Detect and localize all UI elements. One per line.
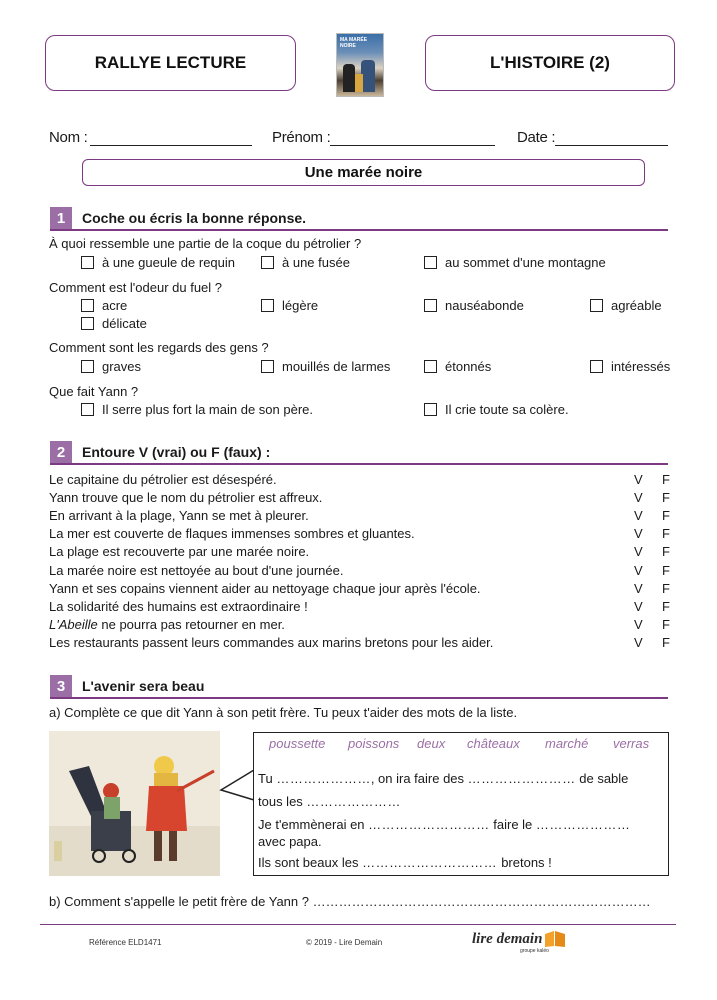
statement-row	[49, 617, 669, 635]
option-checkbox[interactable]: intéressés	[590, 359, 670, 374]
logo-subtitle: groupe kaléo	[520, 948, 549, 954]
false-option[interactable]: F	[662, 563, 670, 578]
section-2-number: 2	[50, 441, 72, 463]
option-checkbox[interactable]: délicate	[81, 316, 147, 331]
question-2: Comment est l'odeur du fuel ?	[49, 280, 223, 295]
footer-divider	[40, 924, 676, 925]
book-cover-image	[336, 33, 384, 97]
statement-text: L'Abeille ne pourra pas retourner en mer.	[49, 617, 285, 632]
true-option[interactable]: V	[634, 490, 643, 505]
true-option[interactable]: V	[634, 508, 643, 523]
false-option[interactable]: F	[662, 617, 670, 632]
false-option[interactable]: F	[662, 508, 670, 523]
false-option[interactable]: F	[662, 635, 670, 650]
false-option[interactable]: F	[662, 472, 670, 487]
true-option[interactable]: V	[634, 635, 643, 650]
true-option[interactable]: V	[634, 472, 643, 487]
section-2-title: Entoure V (vrai) ou F (faux) :	[82, 444, 271, 460]
option-checkbox[interactable]: acre	[81, 298, 127, 313]
date-field[interactable]	[555, 145, 668, 146]
option-checkbox[interactable]: agréable	[590, 298, 662, 313]
lire-demain-logo	[472, 930, 566, 948]
section-3-divider	[50, 697, 668, 699]
false-option[interactable]: F	[662, 599, 670, 614]
option-checkbox[interactable]: étonnés	[424, 359, 491, 374]
option-checkbox[interactable]: au sommet d'une montagne	[424, 255, 606, 270]
question-4: Que fait Yann ?	[49, 384, 139, 399]
section-2-divider	[50, 463, 668, 465]
bubble-line-3: Je t'emmènerai en ……………………… faire le …………………	[258, 817, 631, 832]
false-option[interactable]: F	[662, 581, 670, 596]
illustration-stroller	[49, 731, 220, 876]
section-3-number: 3	[50, 675, 72, 697]
answer-blank[interactable]: …………………	[276, 771, 371, 786]
statement-row	[49, 490, 669, 508]
statement-row	[49, 563, 669, 581]
option-checkbox[interactable]: légère	[261, 298, 318, 313]
story-title-box	[425, 35, 675, 91]
answer-blank[interactable]: …………………………	[362, 855, 502, 870]
instruction-b[interactable]: b) Comment s'appelle le petit frère de Yann ? ……………………………………………………………………	[49, 894, 651, 909]
date-label: Date :	[517, 129, 556, 146]
true-option[interactable]: V	[634, 563, 643, 578]
statement-text: En arrivant à la plage, Yann se met à pleurer.	[49, 508, 309, 523]
prenom-field[interactable]	[330, 145, 495, 146]
instruction-a: a) Complète ce que dit Yann à son petit frère. Tu peux t'aider des mots de la liste.	[49, 705, 518, 720]
ship-name: L'Abeille	[49, 617, 98, 632]
book-cover-title: MA MARÉE NOIRE	[340, 37, 368, 49]
statement-text: Yann et ses copains viennent aider au nettoyage chaque jour après l'école.	[49, 581, 481, 596]
statement-text: La marée noire est nettoyée au bout d'une journée.	[49, 563, 344, 578]
statement-text: La solidarité des humains est extraordinaire !	[49, 599, 308, 614]
option-checkbox[interactable]: Il crie toute sa colère.	[424, 402, 569, 417]
true-option[interactable]: V	[634, 581, 643, 596]
statement-row	[49, 526, 669, 544]
chapter-title: Une marée noire	[304, 164, 423, 181]
word-item: marché	[545, 736, 589, 751]
logo-text: lire demain	[472, 931, 543, 947]
statement-text: La plage est recouverte par une marée noire.	[49, 544, 310, 559]
word-item: poissons	[348, 736, 400, 751]
bubble-line-5: Ils sont beaux les ………………………… bretons !	[258, 855, 552, 870]
false-option[interactable]: F	[662, 526, 670, 541]
nom-label: Nom :	[49, 129, 88, 146]
rallye-title-box	[45, 35, 296, 91]
statement-row	[49, 599, 669, 617]
statement-text: La mer est couverte de flaques immenses sombres et gluantes.	[49, 526, 415, 541]
statement-text: Le capitaine du pétrolier est désespéré.	[49, 472, 277, 487]
answer-blank[interactable]: ……………………	[467, 771, 576, 786]
true-option[interactable]: V	[634, 526, 643, 541]
story-title: L'HISTOIRE (2)	[490, 53, 610, 72]
word-item: verras	[613, 736, 650, 751]
section-1-number: 1	[50, 207, 72, 229]
false-option[interactable]: F	[662, 490, 670, 505]
copyright: © 2019 - Lire Demain	[306, 938, 383, 947]
statement-row	[49, 635, 669, 653]
option-checkbox[interactable]: mouillés de larmes	[261, 359, 390, 374]
prenom-label: Prénom :	[272, 129, 331, 146]
word-item: poussette	[269, 736, 326, 751]
section-1-divider	[50, 229, 668, 231]
option-checkbox[interactable]: Il serre plus fort la main de son père.	[81, 402, 313, 417]
section-3-title: L'avenir sera beau	[82, 678, 205, 694]
option-checkbox[interactable]: nauséabonde	[424, 298, 524, 313]
word-item: châteaux	[467, 736, 520, 751]
bubble-line-4: avec papa.	[258, 834, 322, 849]
true-option[interactable]: V	[634, 599, 643, 614]
true-option[interactable]: V	[634, 617, 643, 632]
false-option[interactable]: F	[662, 544, 670, 559]
statement-row	[49, 472, 669, 490]
word-item: deux	[417, 736, 446, 751]
chapter-title-box	[82, 159, 645, 186]
bubble-line-1: Tu …………………, on ira faire des …………………… de sable	[258, 771, 629, 786]
statement-row	[49, 581, 669, 599]
statement-row	[49, 508, 669, 526]
reference-code: Référence ELD1471	[89, 938, 162, 947]
question-1: À quoi ressemble une partie de la coque du pétrolier ?	[49, 236, 362, 251]
question-3: Comment sont les regards des gens ?	[49, 340, 269, 355]
section-1-title: Coche ou écris la bonne réponse.	[82, 210, 307, 226]
nom-field[interactable]	[90, 145, 252, 146]
option-checkbox[interactable]: graves	[81, 359, 141, 374]
option-checkbox[interactable]: à une fusée	[261, 255, 350, 270]
rallye-title: RALLYE LECTURE	[94, 53, 247, 72]
option-checkbox[interactable]: à une gueule de requin	[81, 255, 235, 270]
answer-blank[interactable]: …………………	[306, 794, 401, 809]
bubble-line-2: tous les …………………	[258, 794, 401, 809]
statement-text: Yann trouve que le nom du pétrolier est affreux.	[49, 490, 323, 505]
answer-blank[interactable]: …………………	[535, 817, 631, 832]
true-option[interactable]: V	[634, 544, 643, 559]
book-logo-icon	[544, 930, 566, 948]
speech-bubble	[253, 732, 669, 876]
statement-row	[49, 544, 669, 562]
answer-blank[interactable]: ………………………	[368, 817, 490, 832]
statement-text: Les restaurants passent leurs commandes aux marins bretons pour les aider.	[49, 635, 494, 650]
